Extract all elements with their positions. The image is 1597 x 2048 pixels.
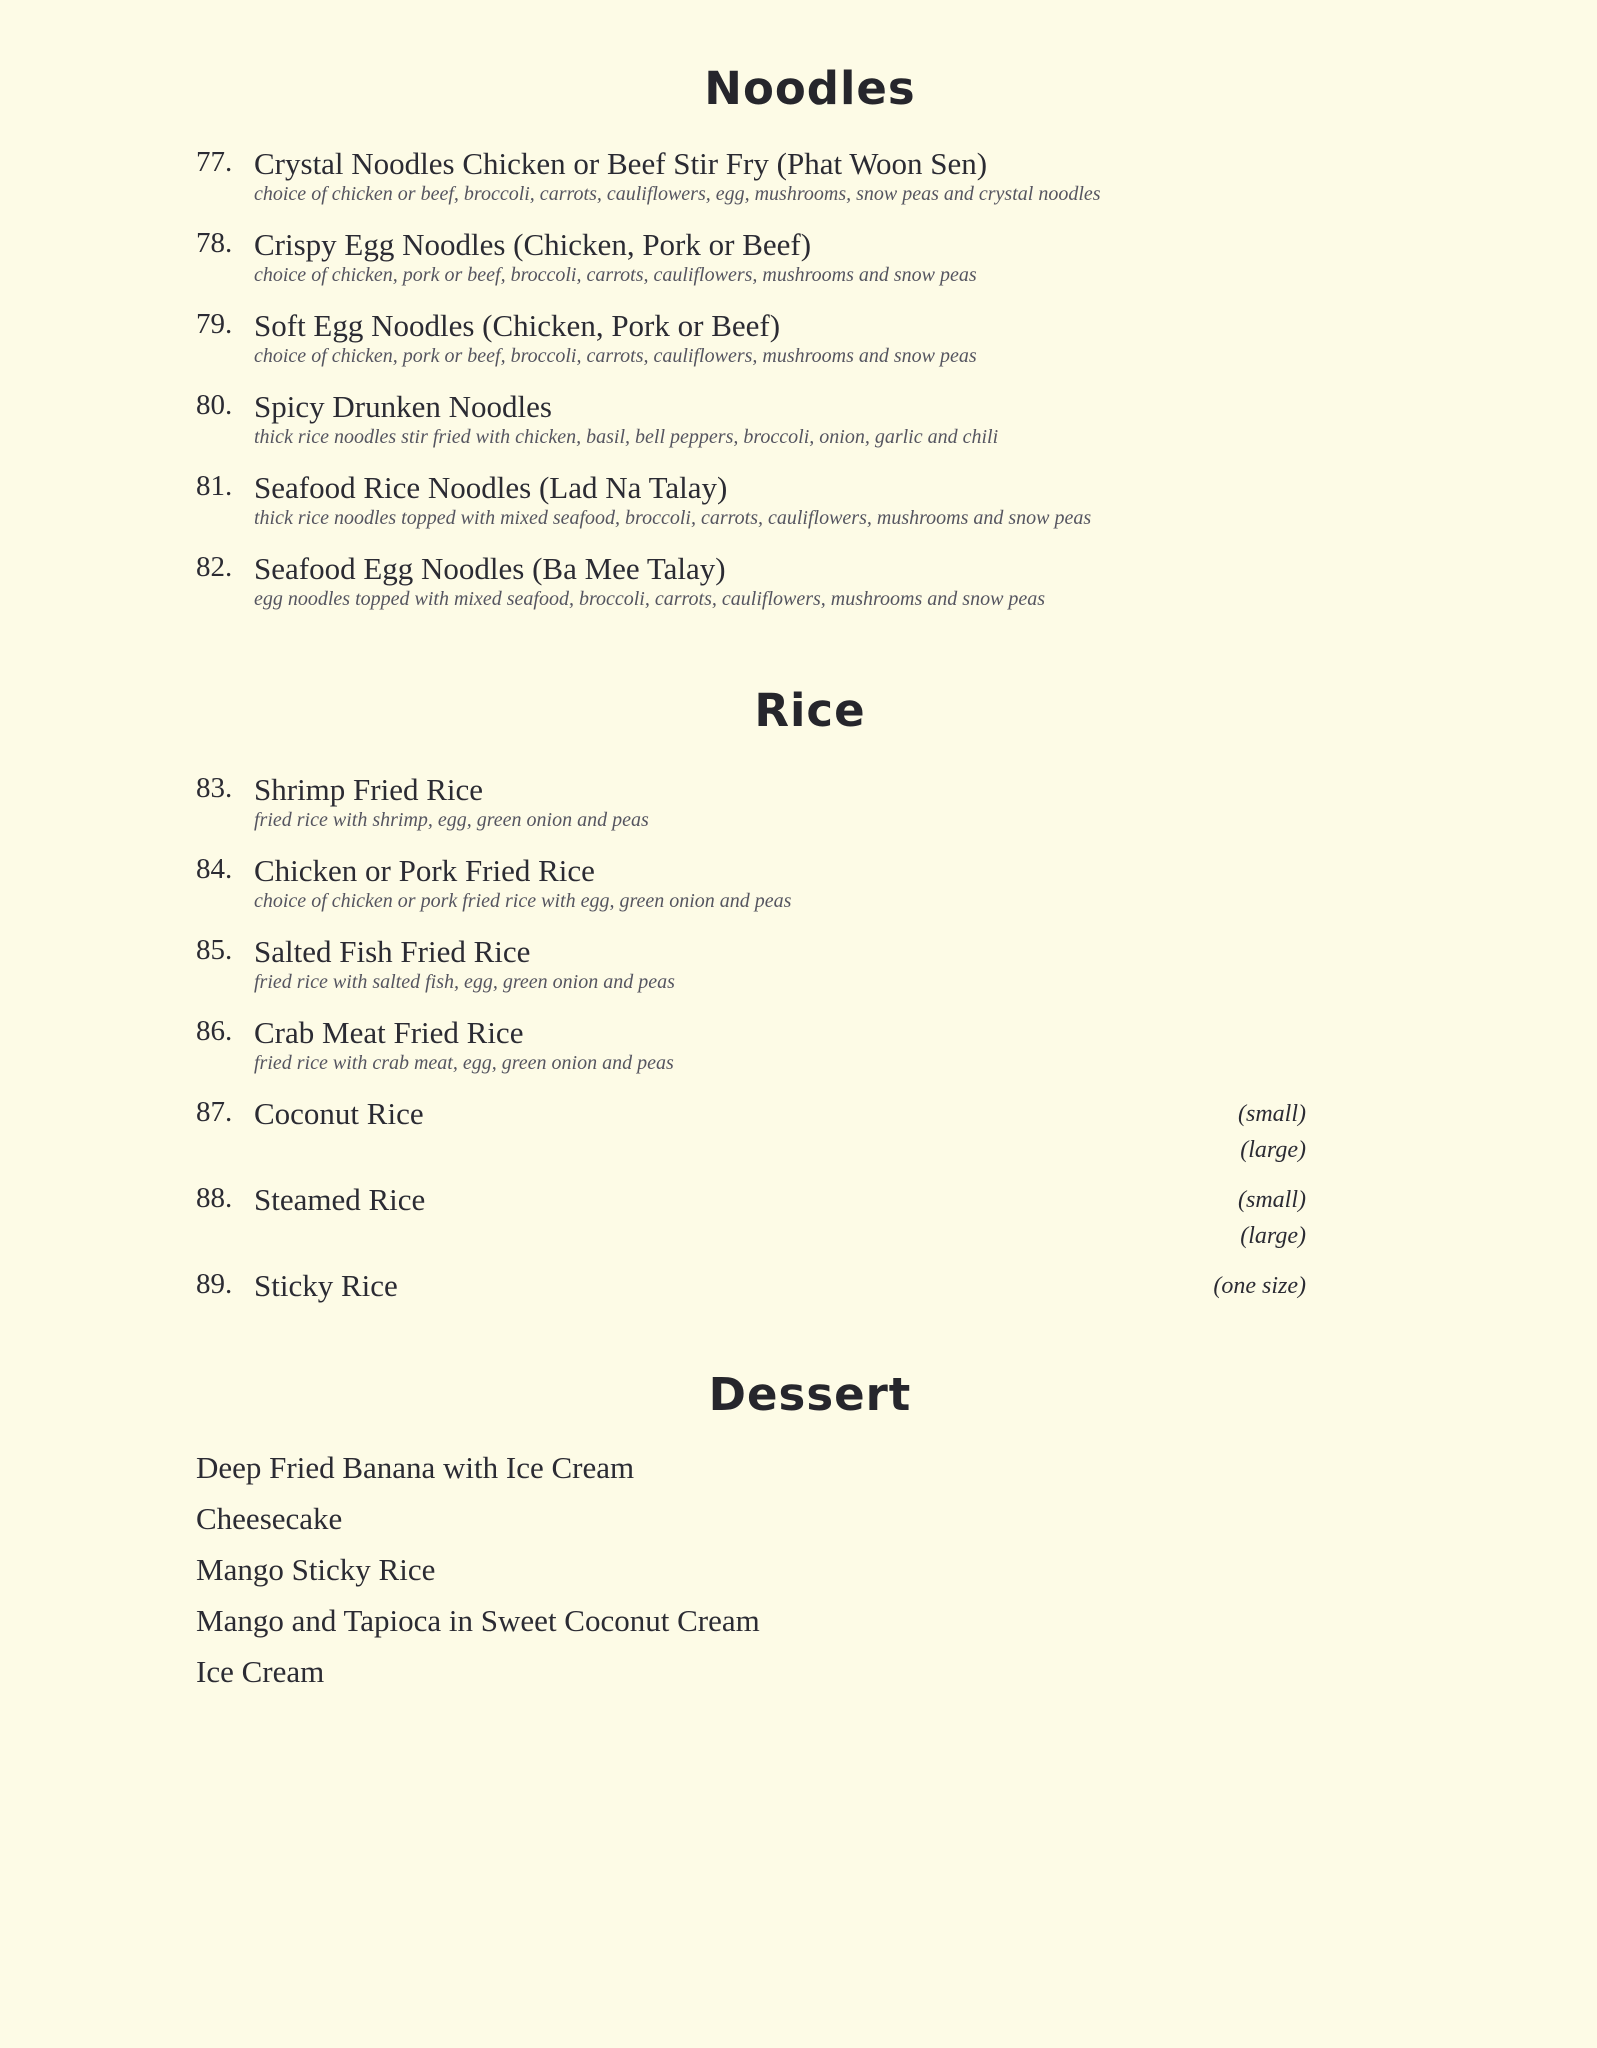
item-name: Seafood Rice Noodles (Lad Na Talay) — [254, 470, 728, 505]
item-description: thick rice noodles topped with mixed seafood, broccoli, carrots, cauliflowers, mushrooms and snow peas — [254, 507, 1092, 529]
menu-item — [196, 772, 1306, 833]
item-number: 77. — [196, 146, 233, 178]
menu-item — [196, 146, 1306, 207]
item-name: Salted Fish Fried Rice — [254, 934, 531, 969]
item-name: Seafood Egg Noodles (Ba Mee Talay) — [254, 551, 726, 586]
item-name: Coconut Rice — [254, 1096, 424, 1131]
item-name: Crab Meat Fried Rice — [254, 1015, 524, 1050]
item-description: fried rice with salted fish, egg, green onion and peas — [254, 971, 675, 993]
dessert-item: Cheesecake — [196, 1501, 343, 1536]
item-description: thick rice noodles stir fried with chicken, basil, bell peppers, broccoli, onion, garlic and chili — [254, 426, 999, 448]
rice-heading: Rice — [754, 684, 866, 737]
item-number: 87. — [196, 1096, 233, 1128]
menu-item — [196, 1268, 1306, 1308]
item-description: choice of chicken, pork or beef, broccoli, carrots, cauliflowers, mushrooms and snow peas — [254, 264, 977, 286]
dessert-item: Mango and Tapioca in Sweet Coconut Cream — [196, 1603, 760, 1638]
item-description: choice of chicken, pork or beef, broccoli, carrots, cauliflowers, mushrooms and snow peas — [254, 345, 977, 367]
rice-list — [196, 772, 1306, 1328]
item-name: Soft Egg Noodles (Chicken, Pork or Beef) — [254, 308, 781, 343]
item-name: Spicy Drunken Noodles — [254, 389, 552, 424]
size-option: (small) — [1238, 1187, 1306, 1213]
dessert-item: Ice Cream — [196, 1654, 325, 1689]
size-option: (one size) — [1213, 1273, 1306, 1299]
item-name: Crystal Noodles Chicken or Beef Stir Fry (Phat Woon Sen) — [254, 146, 988, 181]
noodles-list — [196, 146, 1306, 632]
size-options — [1213, 1268, 1306, 1304]
menu-item — [196, 934, 1306, 995]
menu-item — [196, 853, 1306, 914]
menu-item — [196, 551, 1306, 612]
item-number: 78. — [196, 227, 233, 259]
size-options — [1238, 1096, 1306, 1168]
size-option: (small) — [1238, 1101, 1306, 1127]
menu-item — [196, 308, 1306, 369]
menu-item — [196, 227, 1306, 288]
item-name: Chicken or Pork Fried Rice — [254, 853, 595, 888]
item-number: 89. — [196, 1268, 233, 1300]
item-description: choice of chicken or pork fried rice with egg, green onion and peas — [254, 890, 792, 912]
item-description: egg noodles topped with mixed seafood, broccoli, carrots, cauliflowers, mushrooms and snow peas — [254, 588, 1046, 610]
item-name: Shrimp Fried Rice — [254, 772, 484, 807]
item-number: 84. — [196, 853, 233, 885]
item-number: 79. — [196, 308, 233, 340]
noodles-heading: Noodles — [704, 62, 916, 115]
item-name: Sticky Rice — [254, 1268, 398, 1303]
item-number: 81. — [196, 470, 233, 502]
item-name: Steamed Rice — [254, 1182, 426, 1217]
menu-item — [196, 1182, 1306, 1249]
menu-item — [196, 1015, 1306, 1076]
menu-item — [196, 1096, 1306, 1163]
item-number: 83. — [196, 772, 233, 804]
item-number: 88. — [196, 1182, 233, 1214]
menu-item — [196, 470, 1306, 531]
item-name: Crispy Egg Noodles (Chicken, Pork or Beef) — [254, 227, 812, 262]
item-number: 82. — [196, 551, 233, 583]
size-options — [1238, 1182, 1306, 1254]
dessert-heading: Dessert — [708, 1368, 912, 1421]
dessert-item: Deep Fried Banana with Ice Cream — [196, 1450, 635, 1485]
item-description: choice of chicken or beef, broccoli, carrots, cauliflowers, egg, mushrooms, snow peas and crystal noodles — [254, 183, 1101, 205]
item-number: 85. — [196, 934, 233, 966]
item-number: 80. — [196, 389, 233, 421]
item-description: fried rice with shrimp, egg, green onion and peas — [254, 809, 649, 831]
menu-item — [196, 389, 1306, 450]
size-option: (large) — [1240, 1137, 1306, 1163]
dessert-list — [196, 1450, 1096, 1705]
size-option: (large) — [1240, 1223, 1306, 1249]
item-number: 86. — [196, 1015, 233, 1047]
item-description: fried rice with crab meat, egg, green onion and peas — [254, 1052, 674, 1074]
dessert-item: Mango Sticky Rice — [196, 1552, 436, 1587]
